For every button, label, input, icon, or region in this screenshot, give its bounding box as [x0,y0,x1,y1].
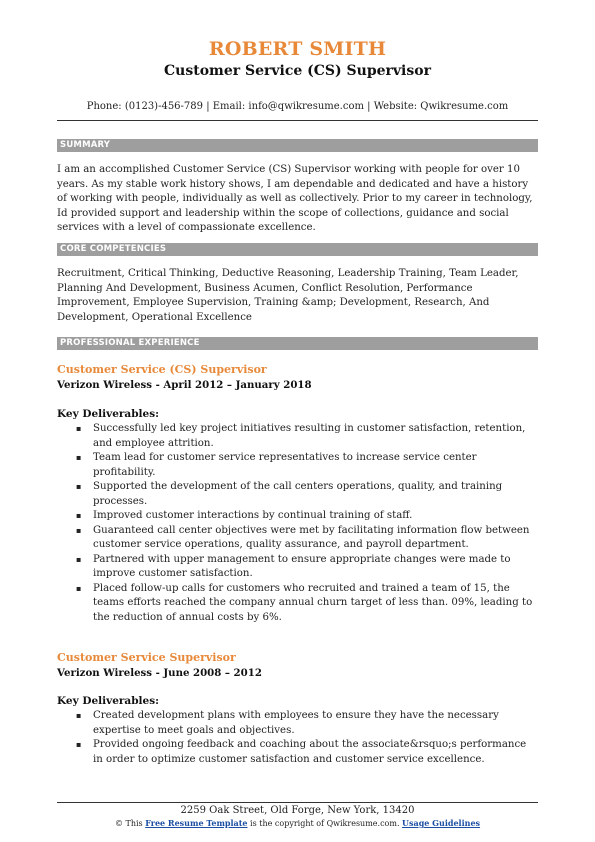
copyright-middle: is the copyright of Qwikresume.com. [247,819,403,828]
list-item [57,582,538,626]
bullet-icon: ▪ [76,424,82,433]
list-item [57,524,538,553]
deliverables-label: Key Deliverables: [57,408,160,420]
list-item [57,451,538,480]
footer-copyright [0,818,595,828]
bullet-icon: ▪ [76,525,82,535]
header-divider [57,120,538,121]
experience-heading: PROFESSIONAL EXPERIENCE [57,337,538,350]
deliverables-label: Key Deliverables: [57,695,160,707]
bullet-text: Provided ongoing feedback and coaching about the associate&rsquo;s performance in order to optimize customer satisfaction and customer service excellence. [93,739,527,765]
bullet-text: Successfully led key project initiatives resulting in customer satisfaction, retention, and employee attrition. [93,423,526,449]
contact-line: Phone: (0123)-456-789 | Email: info@qwikresume.com | Website: Qwikresume.com [86,101,509,112]
list-item [57,422,538,451]
bullet-text: Placed follow-up calls for customers who recruited and trained a team of 15, the teams efforts reached the company annual churn target of less than. 09%, leading to the reduction of annual costs by 6%. [93,582,533,623]
job-company: Verizon Wireless - April 2012 – January 2018 [57,379,312,391]
job-bullets [57,422,538,625]
competencies-text: Recruitment, Critical Thinking, Deductive Reasoning, Leadership Training, Team Leader, Planning And Development, Business Acumen, Conflict Resolution, Performance Improvement, Employee Supervision, Training &amp; Development, Research, And Development, Operational Excellence [57,268,519,323]
bullet-text: Team lead for customer service representatives to increase service center profitability. [93,452,477,478]
list-item [57,738,538,767]
bullet-icon: ▪ [76,554,82,564]
bullet-icon: ▪ [76,711,82,720]
footer-divider [57,802,538,803]
list-item [57,480,538,509]
bullet-icon: ▪ [76,740,82,749]
job-bullets [57,709,538,767]
bullet-text: Improved customer interactions by continual training of staff. [93,510,413,521]
summary-heading: SUMMARY [57,139,538,152]
free-resume-template-link[interactable]: Free Resume Template [145,818,248,828]
copyright-prefix: © This [114,819,146,828]
list-item [57,553,538,582]
footer-address: 2259 Oak Street, Old Forge, New York, 13420 [180,805,415,816]
bullet-icon: ▪ [76,511,82,520]
job-title: Customer Service Supervisor [57,651,236,664]
bullet-text: Created development plans with employees to ensure they have the necessary expertise to meet goals and objectives. [93,710,499,736]
candidate-name: ROBERT SMITH [208,38,387,60]
usage-guidelines-link[interactable]: Usage Guidelines [402,818,481,828]
summary-text: I am an accomplished Customer Service (CS) Supervisor working with people for over 10 years. As my stable work history shows, I am dependable and dedicated and have a history of working with people, individually as well as collectively. Prior to my career in technology, Id provided support and leadership within the scope of collections, guidance and social services with a level of compassionate excellence. [57,164,533,233]
bullet-text: Guaranteed call center objectives were met by facilitating information flow between customer service operations, quality assurance, and payroll department. [93,524,530,550]
job-company: Verizon Wireless - June 2008 – 2012 [57,667,262,679]
bullet-text: Supported the development of the call centers operations, quality, and training processes. [93,481,503,507]
bullet-text: Partnered with upper management to ensure appropriate changes were made to improve customer satisfaction. [93,553,511,579]
list-item [57,509,538,524]
bullet-icon: ▪ [76,453,82,462]
job-title: Customer Service (CS) Supervisor [57,363,267,376]
bullet-icon: ▪ [76,583,82,593]
competencies-heading: CORE COMPETENCIES [57,243,538,256]
candidate-title: Customer Service (CS) Supervisor [164,63,431,79]
list-item [57,709,538,738]
bullet-icon: ▪ [76,482,82,491]
